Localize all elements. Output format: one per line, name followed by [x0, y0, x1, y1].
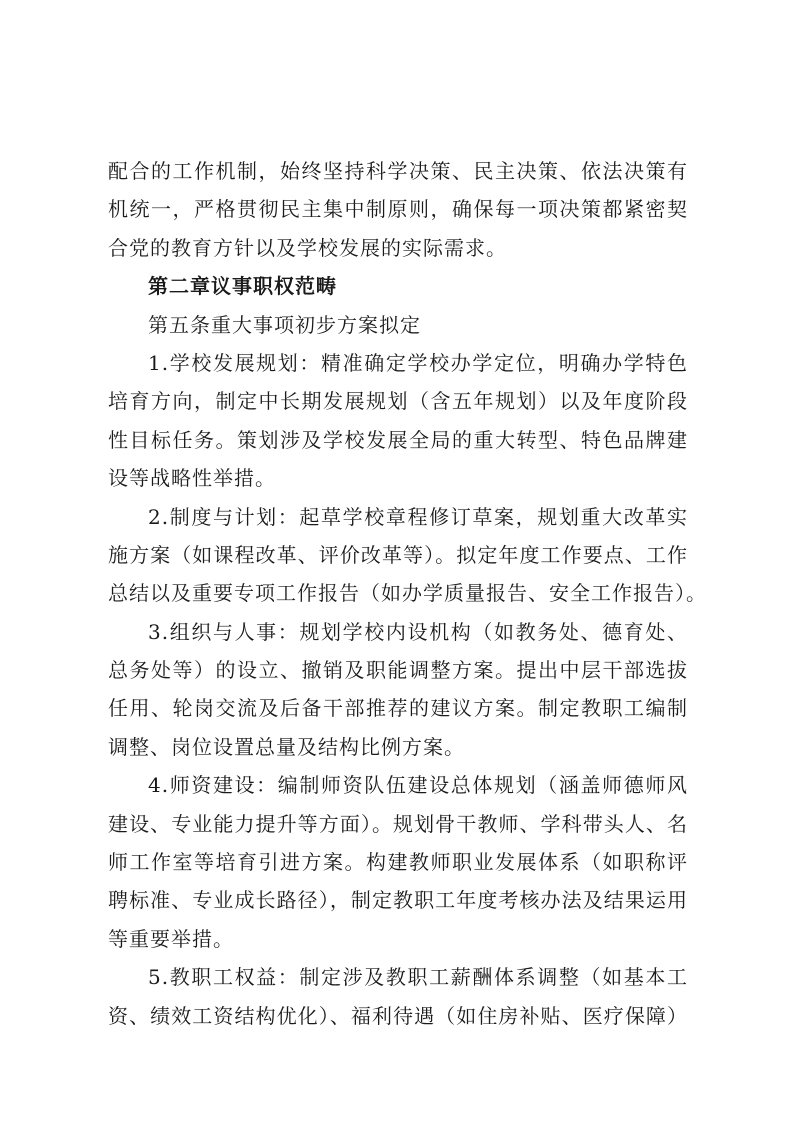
paragraph-line: 4.师资建设：编制师资队伍建设总体规划（涵盖师德师风	[148, 773, 688, 798]
paragraph-line: 配合的工作机制，始终坚持科学决策、民主决策、依法决策有	[108, 159, 688, 183]
paragraph-line: 资、绩效工资结构优化）、福利待遇（如住房补贴、医疗保障）	[108, 1003, 688, 1028]
paragraph-line: 3.组织与人事：规划学校内设机构（如教务处、德育处、	[148, 619, 688, 644]
paragraph-line: 调整、岗位设置总量及结构比例方案。	[108, 734, 465, 759]
paragraph-line: 总结以及重要专项工作报告（如办学质量报告、安全工作报告）。	[108, 581, 707, 606]
paragraph-line: 总务处等）的设立、撤销及职能调整方案。提出中层干部选拔	[108, 658, 688, 683]
paragraph-line: 设等战略性举措。	[108, 466, 276, 491]
article-heading: 第五条重大事项初步方案拟定	[148, 312, 421, 337]
paragraph-line: 建设、专业能力提升等方面）。规划骨干教师、学科带头人、名	[108, 811, 688, 836]
paragraph-line: 师工作室等培育引进方案。构建教师职业发展体系（如职称评	[108, 850, 688, 875]
paragraph-line: 合党的教育方针以及学校发展的实际需求。	[108, 235, 507, 260]
paragraph-line: 2.制度与计划：起草学校章程修订草案，规划重大改革实	[148, 504, 688, 529]
paragraph-line: 1.学校发展规划：精准确定学校办学定位，明确办学特色	[148, 350, 688, 375]
paragraph-line: 培育方向，制定中长期发展规划（含五年规划）以及年度阶段	[108, 389, 688, 414]
paragraph-line: 机统一，严格贯彻民主集中制原则，确保每一项决策都紧密契	[108, 197, 688, 222]
chapter-heading: 第二章议事职权范畴	[148, 274, 337, 299]
paragraph-line: 性目标任务。策划涉及学校发展全局的重大转型、特色品牌建	[108, 427, 688, 452]
paragraph-line: 任用、轮岗交流及后备干部推荐的建议方案。制定教职工编制	[108, 696, 688, 721]
paragraph-line: 聘标准、专业成长路径），制定教职工年度考核办法及结果运用	[108, 888, 688, 913]
document-body	[108, 152, 707, 1035]
paragraph-line: 5.教职工权益：制定涉及教职工薪酬体系调整（如基本工	[148, 965, 688, 990]
paragraph-line: 施方案（如课程改革、评价改革等）。拟定年度工作要点、工作	[108, 542, 688, 567]
paragraph-line: 等重要举措。	[108, 926, 234, 951]
